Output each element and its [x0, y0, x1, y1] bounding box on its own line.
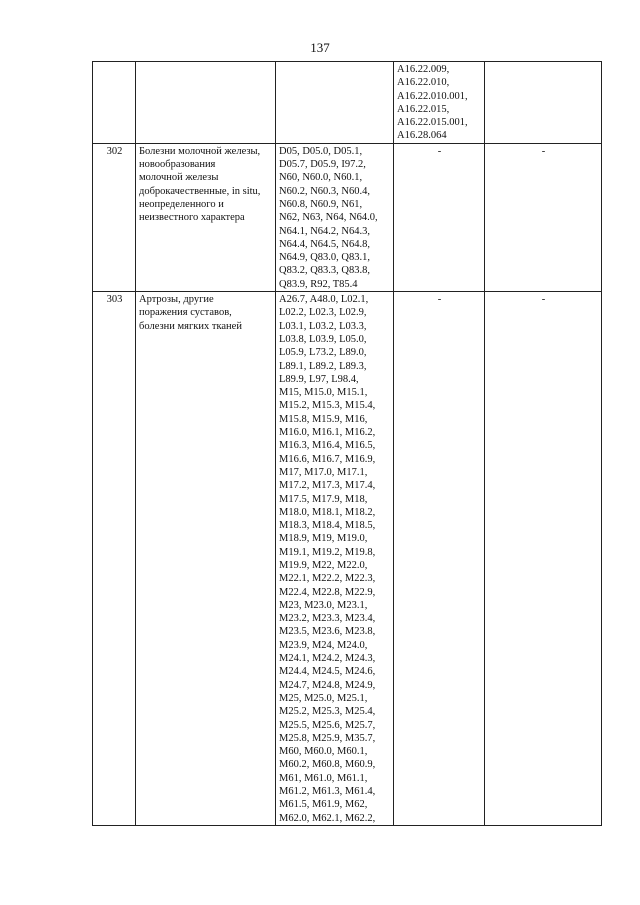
table-row-continuation: [93, 62, 602, 144]
diagnosis-table: [92, 61, 602, 826]
service-codes-cell: -: [394, 143, 485, 291]
row-number-cell: 302: [93, 143, 136, 291]
diagnosis-cell: [136, 62, 276, 144]
diagnosis-cell: Болезни молочной железы, новообразования молочной железы доброкачественные, in situ, неопределенного и неизвестного характера: [136, 143, 276, 291]
row-number-cell: [93, 62, 136, 144]
icd-codes-cell: [276, 62, 394, 144]
table-row: [93, 292, 602, 826]
service-codes-cell: A16.22.009, A16.22.010, A16.22.010.001, A16.22.015, A16.22.015.001, A16.28.064: [394, 62, 485, 144]
extra-cell: -: [485, 292, 602, 826]
extra-cell: [485, 62, 602, 144]
service-codes-cell: -: [394, 292, 485, 826]
diagnosis-cell: Артрозы, другие поражения суставов, болезни мягких тканей: [136, 292, 276, 826]
row-number-cell: 303: [93, 292, 136, 826]
page-number: 137: [310, 40, 330, 55]
table-row: [93, 143, 602, 291]
extra-cell: -: [485, 143, 602, 291]
icd-codes-cell: D05, D05.0, D05.1, D05.7, D05.9, I97.2, N60, N60.0, N60.1, N60.2, N60.3, N60.4, N60.8, N60.9, N61, N62, N63, N64, N64.0, N64.1, N64.2, N64.3, N64.4, N64.5, N64.8, N64.9, Q83.0, Q83.1, Q83.2, Q83.3, Q83.8, Q83.9, R92, T85.4: [276, 143, 394, 291]
icd-codes-cell: A26.7, A48.0, L02.1, L02.2, L02.3, L02.9, L03.1, L03.2, L03.3, L03.8, L03.9, L05.0, L05.9, L73.2, L89.0, L89.1, L89.2, L89.3, L89.9, L97, L98.4, M15, M15.0, M15.1, M15.2, M15.3, M15.4, M15.8, M15.9, M16, M16.0, M16.1, M16.2, M16.3, M16.4, M16.5, M16.6, M16.7, M16.9, M17, M17.0, M17.1, M17.2, M17.3, M17.4, M17.5, M17.9, M18, M18.0, M18.1, M18.2, M18.3, M18.4, M18.5, M18.9, M19, M19.0, M19.1, M19.2, M19.8, M19.9, M22, M22.0, M22.1, M22.2, M22.3, M22.4, M22.8, M22.9, M23, M23.0, M23.1, M23.2, M23.3, M23.4, M23.5, M23.6, M23.8, M23.9, M24, M24.0, M24.1, M24.2, M24.3, M24.4, M24.5, M24.6, M24.7, M24.8, M24.9, M25, M25.0, M25.1, M25.2, M25.3, M25.4, M25.5, M25.6, M25.7, M25.8, M25.9, M35.7, M60, M60.0, M60.1, M60.2, M60.8, M60.9, M61, M61.0, M61.1, M61.2, M61.3, M61.4, M61.5, M61.9, M62, M62.0, M62.1, M62.2,: [276, 292, 394, 826]
